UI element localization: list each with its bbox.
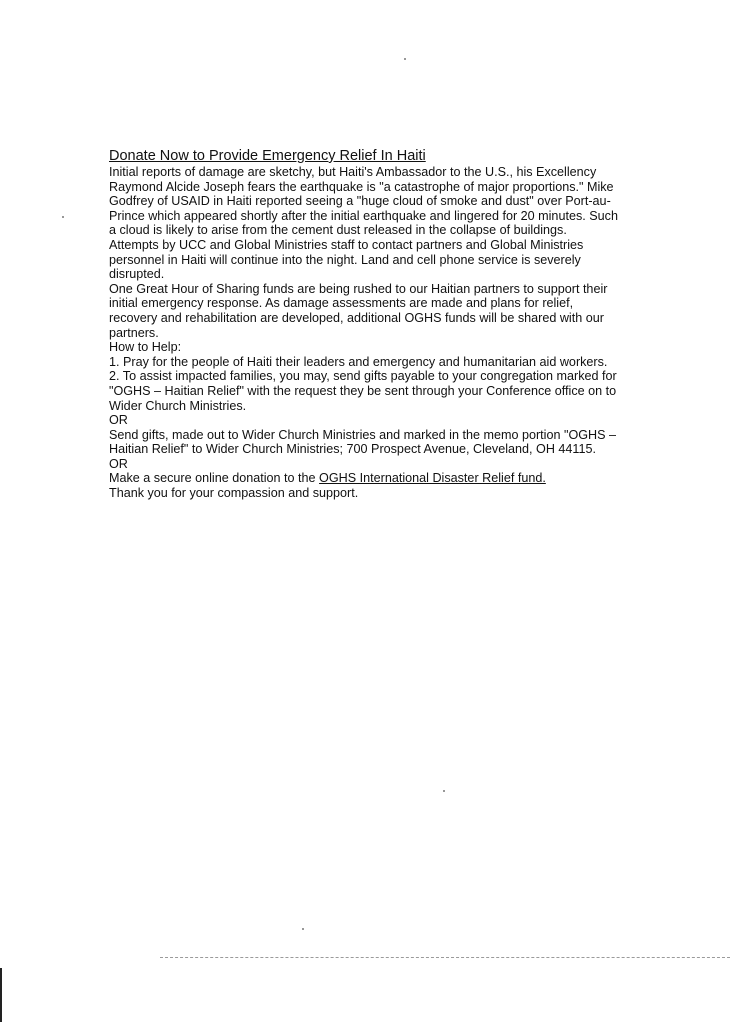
text-line: "OGHS – Haitian Relief" with the request they be sent through your Conference office on to <box>109 383 617 398</box>
oghs-relief-fund-link[interactable]: OGHS International Disaster Relief fund. <box>319 471 546 486</box>
text-line: Raymond Alcide Joseph fears the earthquake is "a catastrophe of major proportions." Mike <box>109 179 614 194</box>
text-line: recovery and rehabilitation are developed, additional OGHS funds will be shared with our <box>109 310 604 325</box>
paragraph-oghs-funds <box>109 282 639 340</box>
text-line: One Great Hour of Sharing funds are being rushed to our Haitian partners to support their <box>109 281 608 296</box>
scan-speck <box>62 216 64 218</box>
paragraph-contact-attempts <box>109 238 639 282</box>
text-line: 2. To assist impacted families, you may, send gifts payable to your congregation marked for <box>109 369 617 384</box>
or-separator: OR <box>109 413 128 428</box>
text-line: Prince which appeared shortly after the initial earthquake and lingered for 20 minutes. Such <box>109 208 618 223</box>
text-line: disrupted. <box>109 267 165 282</box>
text-line: partners. <box>109 325 159 340</box>
scan-speck <box>302 928 304 930</box>
or-separator: OR <box>109 456 128 471</box>
text-line: Initial reports of damage are sketchy, but Haiti's Ambassador to the U.S., his Excellency <box>109 165 597 179</box>
scan-edge-dashed-line <box>160 957 730 958</box>
help-step-gifts <box>109 369 639 413</box>
send-gifts-instructions <box>109 428 639 457</box>
scan-speck <box>443 790 445 792</box>
help-step-pray: 1. Pray for the people of Haiti their leaders and emergency and humanitarian aid workers. <box>109 354 608 369</box>
text-line: Attempts by UCC and Global Ministries staff to contact partners and Global Ministries <box>109 237 584 252</box>
paragraph-damage-report <box>109 165 639 238</box>
document-body <box>109 148 639 501</box>
text-line: initial emergency response. As damage assessments are made and plans for relief, <box>109 296 574 311</box>
text-line: Haitian Relief" to Wider Church Ministries; 700 Prospect Avenue, Cleveland, OH 44115. <box>109 442 597 457</box>
online-donation-text: Make a secure online donation to the <box>109 471 320 486</box>
how-to-help-heading: How to Help: <box>109 340 182 355</box>
text-line: Godfrey of USAID in Haiti reported seeing a "huge cloud of smoke and dust" over Port-au- <box>109 194 611 209</box>
closing-line: Thank you for your compassion and support. <box>109 486 359 501</box>
online-donation-line <box>109 471 639 486</box>
text-line: Send gifts, made out to Wider Church Ministries and marked in the memo portion "OGHS – <box>109 427 617 442</box>
text-line: Wider Church Ministries. <box>109 398 247 413</box>
page-title: Donate Now to Provide Emergency Relief In Haiti <box>109 148 426 164</box>
scan-speck <box>404 58 406 60</box>
scan-edge-mark <box>0 968 2 1022</box>
text-line: personnel in Haiti will continue into the night. Land and cell phone service is severely <box>109 252 581 267</box>
text-line: a cloud is likely to arise from the cement dust released in the collapse of buildings. <box>109 223 567 238</box>
